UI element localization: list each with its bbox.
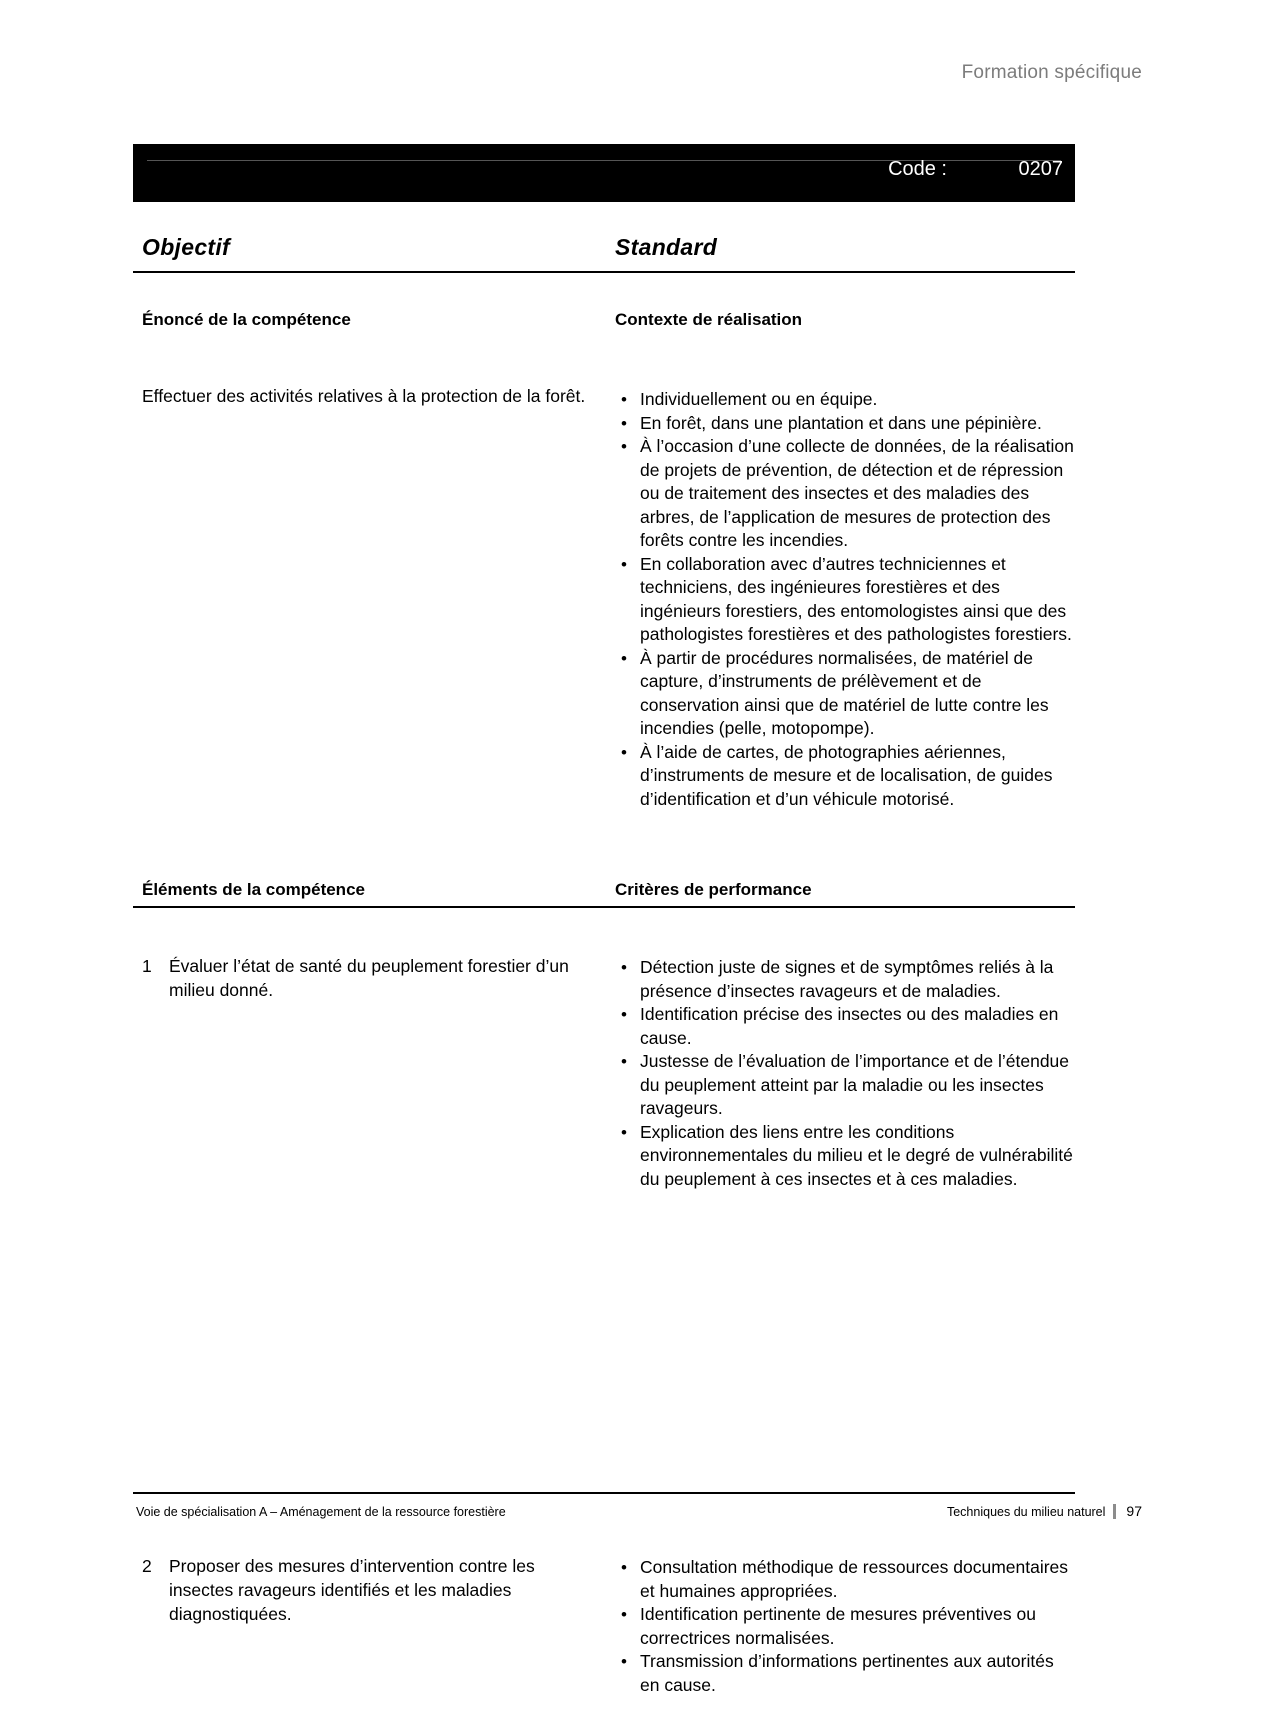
footer-left-text: Voie de spécialisation A – Aménagement de la ressource forestière: [136, 1505, 506, 1519]
list-item: • Transmission d’informations pertinentes aux autorités en cause.: [640, 1650, 1075, 1697]
section2-rule: [133, 906, 1075, 908]
section-competence: [133, 310, 1075, 862]
section1-left-column: [142, 384, 597, 408]
enonce-heading: Énoncé de la compétence: [142, 310, 351, 329]
section1-right-column: [615, 388, 1075, 811]
list-item: • À l’occasion d’une collecte de données, de la réalisation de projets de prévention, de détection et de répression ou de traitement des insectes et des maladies des arbres, de l’application de mesures de protection des forêts contre les incendies.: [640, 435, 1075, 553]
footer-rule: [133, 1492, 1075, 1494]
list-item: • Identification pertinente de mesures préventives ou correctrices normalisées.: [640, 1603, 1075, 1650]
element-number: 1: [142, 956, 152, 976]
element-entry: [142, 954, 597, 1002]
criteres-heading: Critères de performance: [615, 880, 812, 899]
list-item: • Justesse de l’évaluation de l’importance et de l’étendue du peuplement atteint par la maladie ou les insectes ravageurs.: [640, 1050, 1075, 1121]
code-banner: [133, 144, 1075, 202]
list-item: • Identification précise des insectes ou des maladies en cause.: [640, 1003, 1075, 1050]
element-entry: [142, 1554, 597, 1626]
list-item: • En collaboration avec d’autres techniciennes et techniciens, des ingénieures forestières et des ingénieurs forestiers, des entomologistes ainsi que des pathologistes forestières et des pathologistes forestiers.: [640, 553, 1075, 647]
list-item: • En forêt, dans une plantation et dans une pépinière.: [640, 412, 1075, 436]
footer-program: Techniques du milieu naturel: [946, 1505, 1106, 1519]
element-text: Évaluer l’état de santé du peuplement forestier d’un milieu donné.: [169, 956, 569, 1000]
element-number: 2: [142, 1556, 152, 1576]
code-value: 0207: [1018, 158, 1063, 180]
contexte-list: [615, 388, 1075, 811]
list-item: • Individuellement ou en équipe.: [640, 388, 1075, 412]
section2-headings: [133, 880, 1075, 912]
criteria-list: [615, 1556, 1075, 1697]
footer-right: [947, 1503, 1142, 1519]
element-1-left: [142, 954, 597, 1002]
standard-heading: Standard: [615, 234, 718, 260]
section1-headings: [133, 310, 1075, 342]
code-label: Code :: [888, 158, 947, 180]
element-1-row: [133, 912, 1075, 1212]
footer-separator: [1113, 1504, 1116, 1519]
element-1-criteria: [615, 956, 1075, 1191]
elements-heading: Éléments de la compétence: [142, 880, 365, 899]
running-head: Formation spécifique: [961, 62, 1142, 83]
page-number: 97: [1126, 1503, 1142, 1519]
list-item: • À l’aide de cartes, de photographies aériennes, d’instruments de mesure et de localisation, de guides d’identification et d’un véhicule motorisé.: [640, 741, 1075, 812]
list-item: • Consultation méthodique de ressources documentaires et humaines appropriées.: [640, 1556, 1075, 1603]
list-item: • Détection juste de signes et de symptômes reliés à la présence d’insectes ravageurs et de maladies.: [640, 956, 1075, 1003]
criteria-list: [615, 956, 1075, 1191]
element-2-left: [142, 1554, 597, 1626]
element-text: Proposer des mesures d’intervention contre les insectes ravageurs identifiés et les maladies diagnostiquées.: [169, 1556, 535, 1624]
element-2-row: [133, 1512, 1075, 1712]
list-item: • À partir de procédures normalisées, de matériel de capture, d’instruments de prélèvement et de conservation ainsi que de matériel de lutte contre les incendies (pelle, motopompe).: [640, 647, 1075, 741]
column-heading-rule: [133, 271, 1075, 273]
objectif-heading: Objectif: [142, 234, 231, 260]
list-item: • Explication des liens entre les conditions environnementales du milieu et le degré de vulnérabilité du peuplement à ces insectes et à ces maladies.: [640, 1121, 1075, 1192]
competence-statement: Effectuer des activités relatives à la protection de la forêt.: [142, 386, 586, 406]
element-2-criteria: [615, 1556, 1075, 1697]
contexte-heading: Contexte de réalisation: [615, 310, 803, 329]
section1-columns: [133, 342, 1075, 862]
